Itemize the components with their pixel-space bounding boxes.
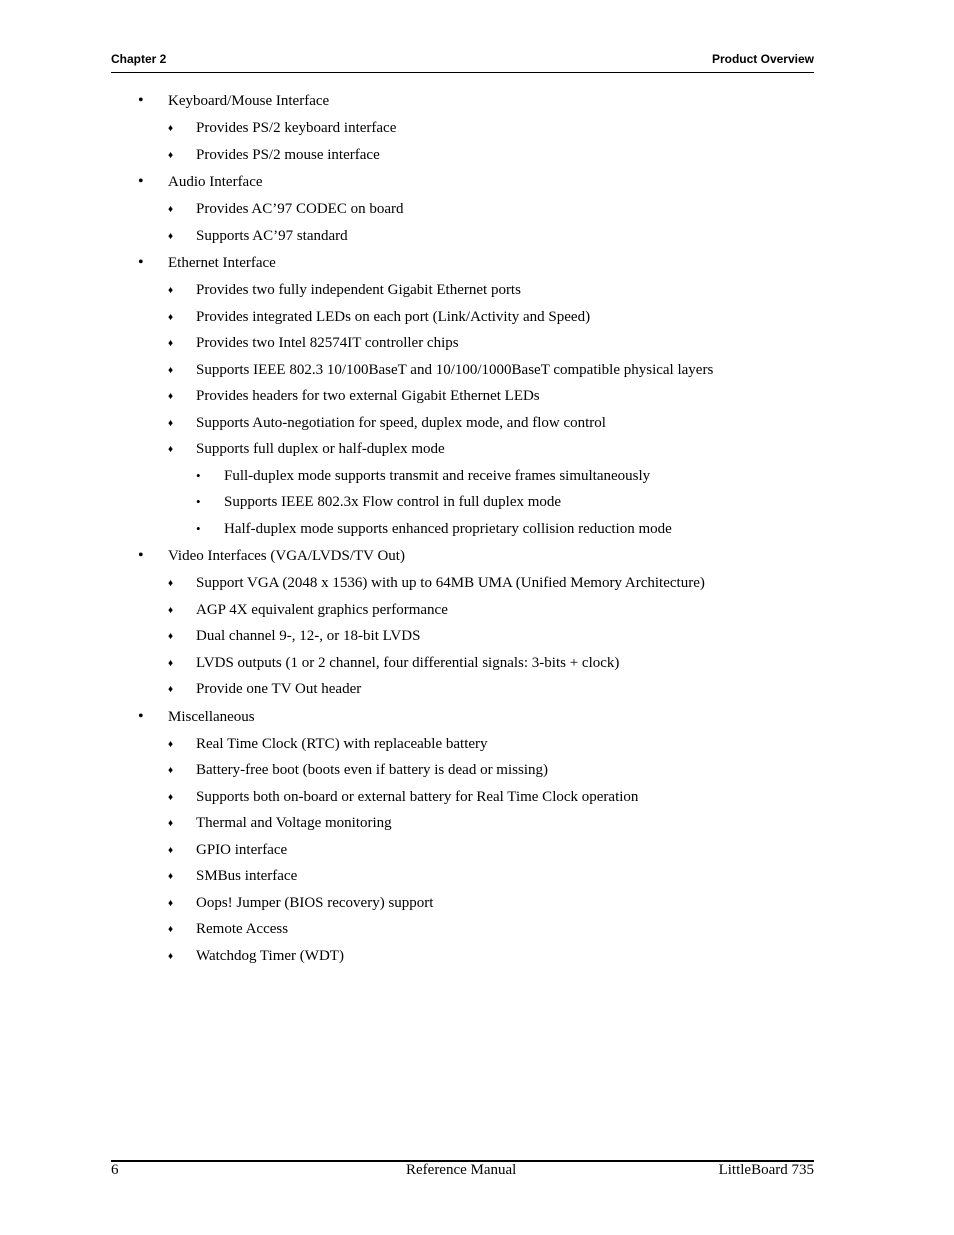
list-item-text: GPIO interface [196,842,288,858]
list-item-text: Provides integrated LEDs on each port (Link/Activity and Speed) [196,309,591,325]
list-item-text: Provides two fully independent Gigabit Ethernet ports [196,282,521,298]
list-item-text: Oops! Jumper (BIOS recovery) support [196,895,434,911]
diamond-bullet-icon: ♦ [168,150,174,161]
list-item-text: Supports IEEE 802.3x Flow control in full duplex mode [224,494,562,510]
list-item-text: Supports IEEE 802.3 10/100BaseT and 10/100/1000BaseT compatible physical layers [196,362,714,378]
diamond-bullet-icon: ♦ [168,285,174,296]
list-item-text: Provides AC’97 CODEC on board [196,201,404,217]
diamond-bullet-icon: ♦ [168,123,174,134]
bullet-icon: • [138,547,144,564]
list-item-text: Supports both on-board or external battery for Real Time Clock operation [196,789,639,805]
list-item-text: SMBus interface [196,868,298,884]
bullet-icon: • [196,468,201,483]
list-item-text: Thermal and Voltage monitoring [196,815,392,831]
bullet-icon: • [196,521,201,536]
list-item-text: Supports AC’97 standard [196,228,348,244]
list-item-text: AGP 4X equivalent graphics performance [196,602,448,618]
list-item-text: Provides PS/2 mouse interface [196,147,380,163]
chapter-label: Chapter 2 [111,52,167,66]
diamond-bullet-icon: ♦ [168,739,174,750]
list-item-text: Full-duplex mode supports transmit and receive frames simultaneously [224,468,651,484]
bullet-icon: • [138,92,144,109]
list-item-text: Battery-free boot (boots even if battery is dead or missing) [196,762,548,778]
diamond-bullet-icon: ♦ [168,338,174,349]
page-header [111,52,814,73]
diamond-bullet-icon: ♦ [168,312,174,323]
diamond-bullet-icon: ♦ [168,391,174,402]
diamond-bullet-icon: ♦ [168,684,174,695]
list-item-text: Provide one TV Out header [196,681,362,697]
diamond-bullet-icon: ♦ [168,365,174,376]
diamond-bullet-icon: ♦ [168,898,174,909]
list-item-text: Dual channel 9-, 12-, or 18-bit LVDS [196,628,421,644]
diamond-bullet-icon: ♦ [168,631,174,642]
diamond-bullet-icon: ♦ [168,658,174,669]
diamond-bullet-icon: ♦ [168,871,174,882]
diamond-bullet-icon: ♦ [168,765,174,776]
product-name: LittleBoard 735 [718,1162,814,1178]
list-item-text: Miscellaneous [168,709,255,725]
list-item-text: Ethernet Interface [168,255,276,271]
bullet-icon: • [138,708,144,725]
list-item-text: Provides PS/2 keyboard interface [196,120,397,136]
list-item-text: Supports Auto-negotiation for speed, duplex mode, and flow control [196,415,606,431]
diamond-bullet-icon: ♦ [168,231,174,242]
bullet-icon: • [138,173,144,190]
page-footer [111,1160,814,1182]
list-item-text: Supports full duplex or half-duplex mode [196,441,445,457]
list-item-text: Keyboard/Mouse Interface [168,93,330,109]
diamond-bullet-icon: ♦ [168,924,174,935]
diamond-bullet-icon: ♦ [168,578,174,589]
bullet-icon: • [138,254,144,271]
diamond-bullet-icon: ♦ [168,444,174,455]
list-item-text: Watchdog Timer (WDT) [196,948,344,964]
diamond-bullet-icon: ♦ [168,951,174,962]
diamond-bullet-icon: ♦ [168,845,174,856]
list-item-text: LVDS outputs (1 or 2 channel, four differential signals: 3-bits + clock) [196,655,620,671]
page-number: 6 [111,1162,119,1178]
diamond-bullet-icon: ♦ [168,792,174,803]
diamond-bullet-icon: ♦ [168,418,174,429]
list-item-text: Provides two Intel 82574IT controller chips [196,335,459,351]
diamond-bullet-icon: ♦ [168,204,174,215]
list-item-text: Video Interfaces (VGA/LVDS/TV Out) [168,548,405,564]
list-item-text: Real Time Clock (RTC) with replaceable battery [196,736,488,752]
diamond-bullet-icon: ♦ [168,818,174,829]
list-item-text: Provides headers for two external Gigabit Ethernet LEDs [196,388,540,404]
list-item-text: Audio Interface [168,174,263,190]
list-item-text: Remote Access [196,921,289,937]
list-item-text: Half-duplex mode supports enhanced proprietary collision reduction mode [224,521,672,537]
document-title: Reference Manual [406,1162,517,1178]
section-title: Product Overview [711,52,814,66]
bullet-icon: • [196,494,201,509]
list-item-text: Support VGA (2048 x 1536) with up to 64MB UMA (Unified Memory Architecture) [196,575,705,591]
diamond-bullet-icon: ♦ [168,605,174,616]
